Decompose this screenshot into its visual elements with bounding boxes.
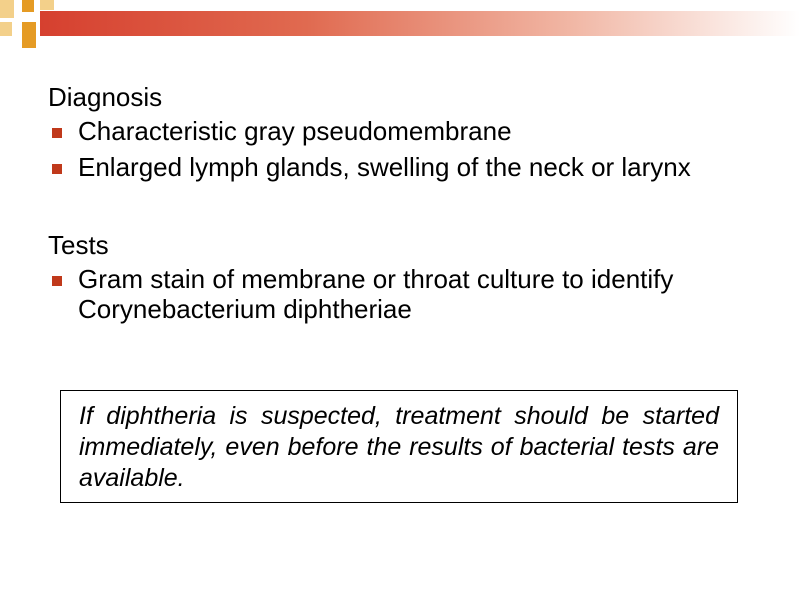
header-square-light: [0, 22, 12, 36]
section-heading-diagnosis: Diagnosis: [48, 82, 163, 112]
header-square-top: [40, 0, 54, 10]
bullet-text: Gram stain of membrane or throat culture to identify Corynebacterium diphtheriae: [78, 264, 674, 324]
bullet-text: Characteristic gray pseudomembrane: [78, 116, 512, 146]
square-bullet-icon: [52, 128, 62, 138]
header-gradient-bar: [40, 11, 800, 36]
header-square-yellow: [0, 0, 14, 18]
note-box: [60, 390, 738, 503]
header-square-orange: [22, 0, 34, 12]
header-square-small: [22, 36, 36, 48]
slide-content: [48, 80, 768, 330]
bullet-item: [48, 264, 768, 324]
header-square-orange-2: [22, 22, 36, 36]
square-bullet-icon: [52, 164, 62, 174]
bullet-text: Enlarged lymph glands, swelling of the neck or larynx: [78, 152, 691, 182]
section-heading-tests: Tests: [48, 230, 109, 260]
bullet-item: [48, 116, 768, 146]
bullet-item: [48, 152, 768, 182]
square-bullet-icon: [52, 276, 62, 286]
section-spacer: [48, 188, 768, 228]
note-text: If diphtheria is suspected, treatment should be started immediately, even before the results of bacterial tests are available.: [79, 402, 719, 492]
